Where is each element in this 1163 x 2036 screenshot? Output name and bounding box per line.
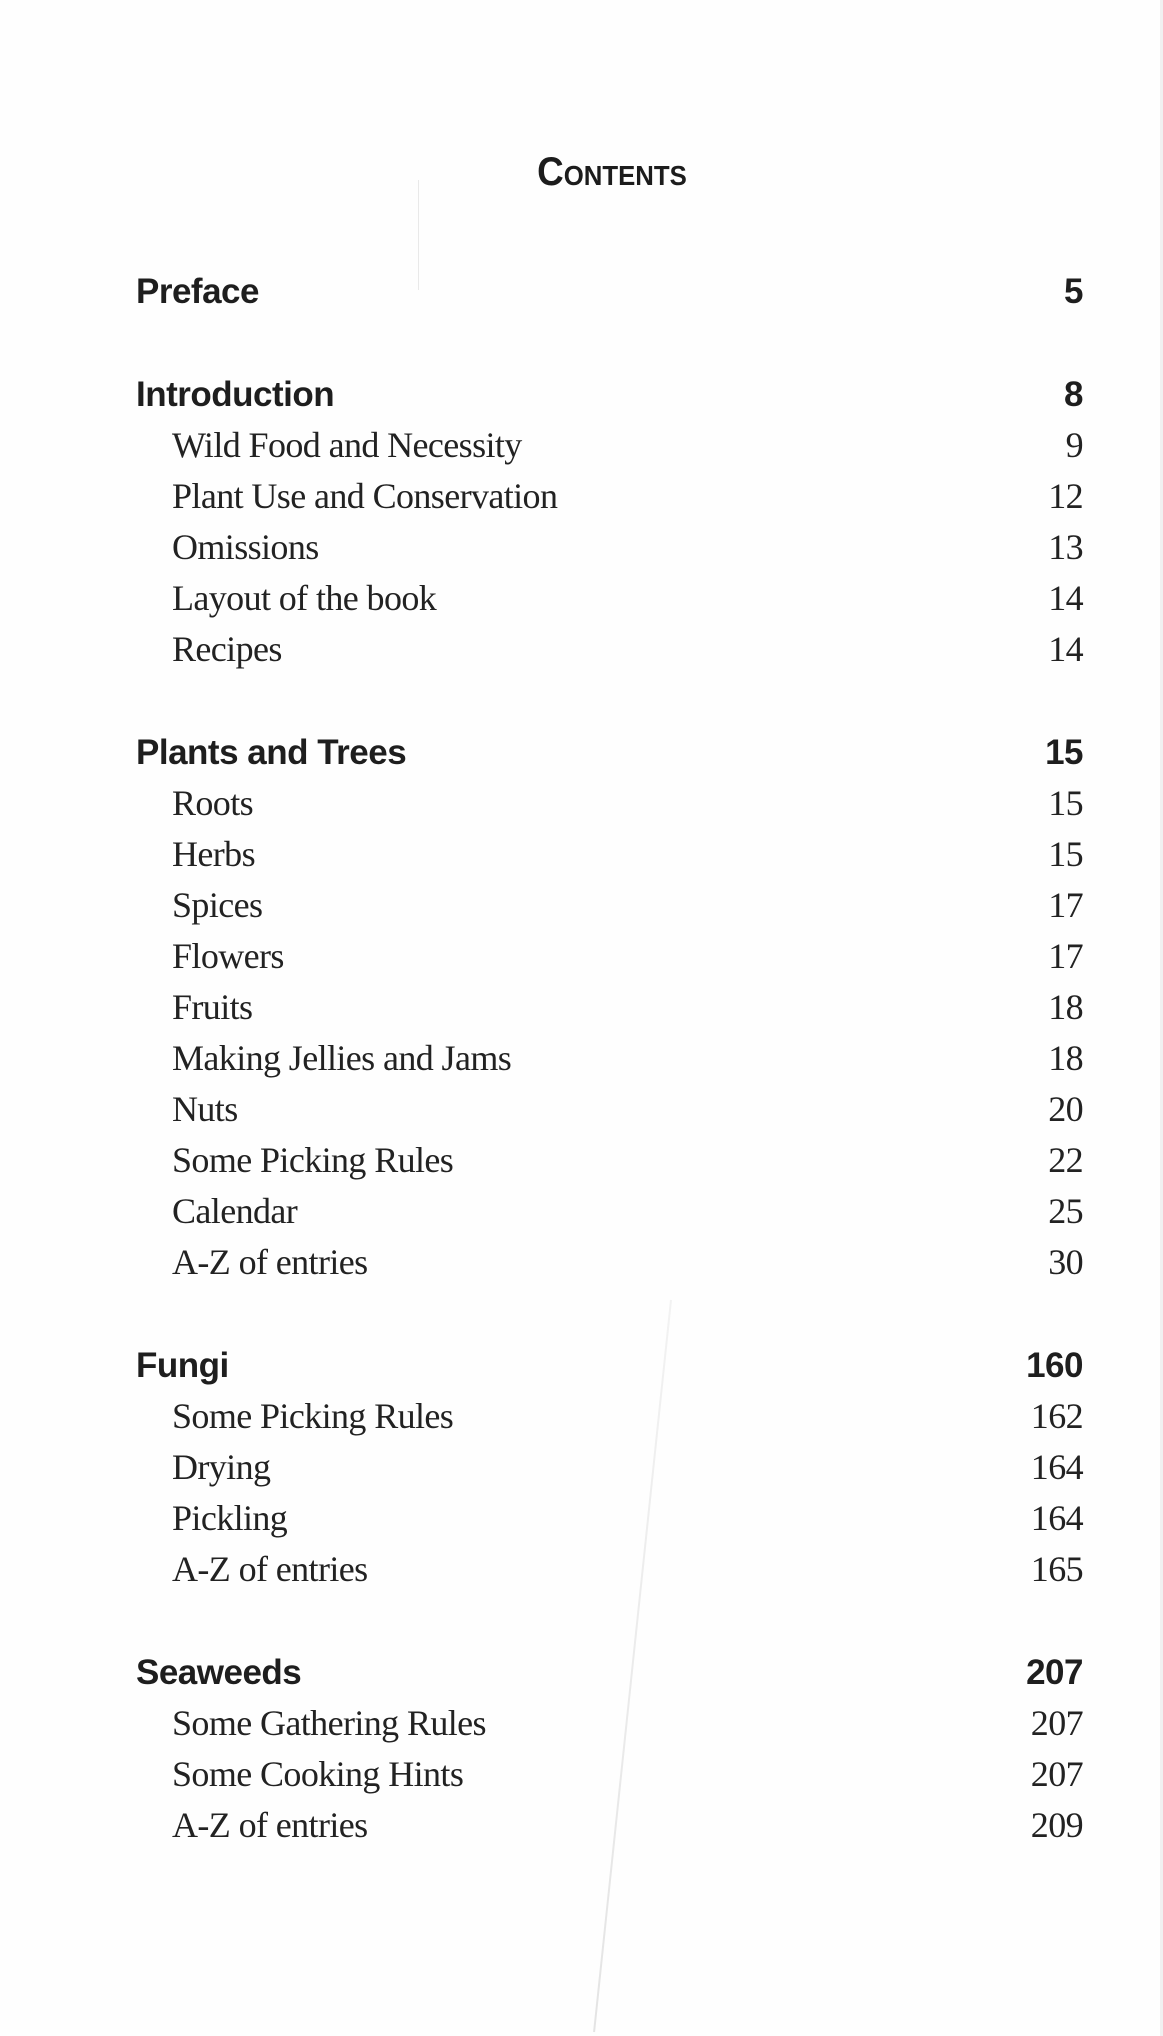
toc-entry[interactable]	[136, 624, 1083, 675]
section-title: Fungi	[136, 1346, 229, 1385]
entry-page: 164	[1030, 1447, 1083, 1487]
entry-label: Drying	[172, 1447, 271, 1487]
entry-page: 22	[1048, 1140, 1083, 1180]
toc-entry[interactable]	[136, 1186, 1083, 1237]
entry-label: Some Cooking Hints	[172, 1754, 464, 1794]
section-title: Seaweeds	[136, 1653, 302, 1692]
entry-label: Calendar	[172, 1191, 298, 1231]
toc-entry[interactable]	[136, 420, 1083, 471]
entry-page: 15	[1048, 834, 1083, 874]
section-page: 5	[1064, 272, 1083, 311]
toc-section-fungi[interactable]	[136, 1340, 1083, 1391]
entry-label: Pickling	[172, 1498, 288, 1538]
toc-entry[interactable]	[136, 1033, 1083, 1084]
entry-page: 165	[1030, 1549, 1083, 1589]
entry-label: Some Picking Rules	[172, 1396, 454, 1436]
toc-section-introduction[interactable]	[136, 369, 1083, 420]
toc-entry[interactable]	[136, 1084, 1083, 1135]
section-page: 207	[1026, 1653, 1083, 1692]
section-page: 8	[1064, 375, 1083, 414]
entry-label: Herbs	[172, 834, 255, 874]
entry-label: Roots	[172, 783, 254, 823]
toc-entry[interactable]	[136, 1391, 1083, 1442]
entry-page: 164	[1030, 1498, 1083, 1538]
entry-page: 17	[1048, 885, 1083, 925]
entry-label: Layout of the book	[172, 578, 437, 618]
entry-page: 17	[1048, 936, 1083, 976]
entry-page: 25	[1048, 1191, 1083, 1231]
entry-page: 18	[1048, 1038, 1083, 1078]
toc-entry[interactable]	[136, 1749, 1083, 1800]
toc-entry[interactable]	[136, 1493, 1083, 1544]
entry-page: 18	[1048, 987, 1083, 1027]
page-title: Contents	[537, 150, 687, 194]
entry-label: Fruits	[172, 987, 253, 1027]
entry-label: Some Picking Rules	[172, 1140, 454, 1180]
entry-page: 14	[1048, 629, 1083, 669]
entry-page: 14	[1048, 578, 1083, 618]
toc-entry[interactable]	[136, 1800, 1083, 1851]
entry-label: A-Z of entries	[172, 1805, 368, 1845]
entry-page: 209	[1030, 1805, 1083, 1845]
entry-page: 162	[1030, 1396, 1083, 1436]
toc-section-seaweeds[interactable]	[136, 1647, 1083, 1698]
toc-entry[interactable]	[136, 778, 1083, 829]
entry-label: Flowers	[172, 936, 284, 976]
entry-page: 12	[1048, 476, 1083, 516]
entry-label: Recipes	[172, 629, 282, 669]
entry-label: Nuts	[172, 1089, 238, 1129]
section-page: 15	[1045, 733, 1083, 772]
toc-entry[interactable]	[136, 982, 1083, 1033]
toc-entry[interactable]	[136, 522, 1083, 573]
entry-label: Some Gathering Rules	[172, 1703, 486, 1743]
entry-page: 20	[1048, 1089, 1083, 1129]
toc-entry[interactable]	[136, 1442, 1083, 1493]
entry-page: 15	[1048, 783, 1083, 823]
entry-page: 9	[1065, 425, 1083, 465]
toc-entry[interactable]	[136, 1698, 1083, 1749]
toc-entry[interactable]	[136, 471, 1083, 522]
table-of-contents	[136, 266, 1083, 1851]
toc-entry[interactable]	[136, 931, 1083, 982]
entry-label: Wild Food and Necessity	[172, 425, 522, 465]
section-title: Preface	[136, 272, 259, 311]
entry-page: 207	[1030, 1754, 1083, 1794]
entry-page: 207	[1030, 1703, 1083, 1743]
toc-entry[interactable]	[136, 1544, 1083, 1595]
toc-entry[interactable]	[136, 573, 1083, 624]
entry-label: Spices	[172, 885, 263, 925]
toc-entry[interactable]	[136, 829, 1083, 880]
entry-page: 13	[1048, 527, 1083, 567]
section-title: Plants and Trees	[136, 733, 407, 772]
toc-entry[interactable]	[136, 880, 1083, 931]
entry-label: Omissions	[172, 527, 319, 567]
section-page: 160	[1026, 1346, 1083, 1385]
section-title: Introduction	[136, 375, 335, 414]
toc-section-plants-and-trees[interactable]	[136, 727, 1083, 778]
entry-page: 30	[1048, 1242, 1083, 1282]
toc-section-preface[interactable]	[136, 266, 1083, 317]
entry-label: Plant Use and Conservation	[172, 476, 558, 516]
toc-entry[interactable]	[136, 1135, 1083, 1186]
toc-entry[interactable]	[136, 1237, 1083, 1288]
entry-label: A-Z of entries	[172, 1549, 368, 1589]
entry-label: A-Z of entries	[172, 1242, 368, 1282]
entry-label: Making Jellies and Jams	[172, 1038, 512, 1078]
